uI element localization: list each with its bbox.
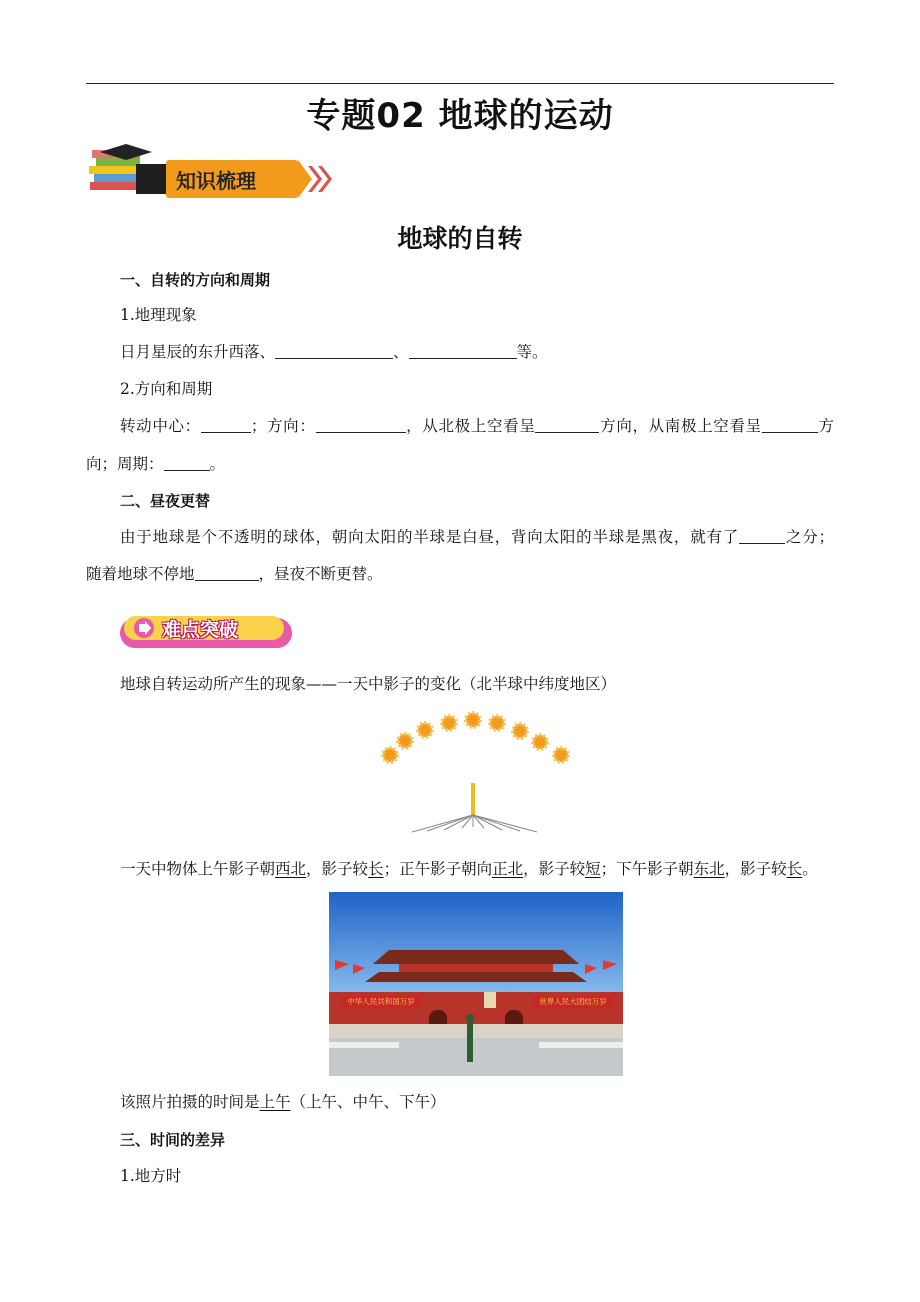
text: ；方向： [250,417,316,435]
sun-icon [533,735,547,749]
sun-icon [554,748,568,762]
sun-icon [398,734,412,748]
para-day-night-1 [120,527,834,547]
sun-path-svg [372,705,582,837]
text: （上午、中午、下午） [290,1093,446,1111]
text: 由于地球是个不透明的球体，朝向太阳的半球是白昼，背向太阳的半球是黑夜，就有了 [120,528,740,546]
difficulty-banner [118,612,298,652]
text: ，影子较 [724,860,787,878]
text: ，从北极上空看呈 [405,417,536,435]
photo-time-question [120,1092,446,1112]
text: 之分； [785,528,834,546]
answer-north: 正北 [492,860,524,878]
answer-long: 长 [368,860,384,878]
text: 日月星辰的东升西落、 [120,343,276,361]
text: 该照片拍摄的时间是 [120,1093,260,1111]
answer-long: 长 [786,860,803,878]
subheading-direction-period: 2.方向和周期 [120,380,213,398]
text: ，昼夜不断更替。 [258,565,383,583]
answer-short: 短 [585,860,601,878]
text: 向；周期： [86,455,164,473]
text: 随着地球不停地 [86,565,195,583]
sun-icon [383,748,397,762]
fill-blank[interactable] [164,455,210,471]
pole [471,783,475,815]
top-rule [86,83,834,84]
banner-right: 世界人民大团结万岁 [539,997,607,1006]
para-day-night-2 [86,564,383,584]
text: 一天中物体上午影子朝 [120,860,276,878]
text: 等。 [516,343,548,361]
fill-blank[interactable] [409,343,517,359]
fill-blank[interactable] [275,343,393,359]
subheading-phenomena: 1.地理现象 [120,306,197,324]
answer-northwest: 西北 [275,860,307,878]
fill-blank[interactable] [316,417,406,433]
sun-icon [442,716,456,730]
line-phenomena [120,342,548,362]
text: 、 [393,343,409,361]
tiananmen-photo [329,892,623,1076]
text: 转动中心： [120,417,201,435]
text: 方向，从南极上空看呈 [599,417,762,435]
heading-day-night: 二、昼夜更替 [120,492,211,510]
knowledge-banner-label: 知识梳理 [176,169,256,193]
text: 方 [817,417,834,435]
sun-path-diagram [372,705,582,837]
text: ；下午影子朝 [600,860,694,878]
shadow-lines [412,815,537,832]
answer-northeast: 东北 [693,860,725,878]
text: 。 [802,860,818,878]
heading-rotation-direction: 一、自转的方向和周期 [120,271,271,289]
text: 。 [209,455,226,473]
text: ，影子较 [306,860,369,878]
sun-icon [466,713,480,727]
fill-blank[interactable] [201,417,251,433]
difficulty-banner-label: 难点突破 [162,619,239,641]
subheading-local-time: 1.地方时 [120,1167,182,1185]
sun-icon [418,723,432,737]
banner-left: 中华人民共和国万岁 [347,997,415,1006]
tiananmen-illustration [329,892,623,1076]
text: ，影子较 [523,860,586,878]
fill-blank[interactable] [762,417,818,433]
fill-blank[interactable] [535,417,599,433]
sun-icon [513,724,527,738]
knowledge-banner [86,138,336,202]
heading-time-difference: 三、时间的差异 [120,1131,226,1149]
text: ；正午影子朝向 [383,860,493,878]
answer-morning: 上午 [259,1093,291,1111]
fill-blank[interactable] [739,528,785,544]
intro-shadow-change: 地球自转运动所产生的现象——一天中影子的变化（北半球中纬度地区） [120,675,617,693]
page-title: 专题02 地球的运动 [306,96,614,136]
line-direction [120,416,834,436]
sun-icon [490,716,504,730]
fill-blank[interactable] [195,565,259,581]
line-period [86,454,225,474]
section-title: 地球的自转 [397,224,523,253]
shadow-direction-sentence [120,859,818,879]
